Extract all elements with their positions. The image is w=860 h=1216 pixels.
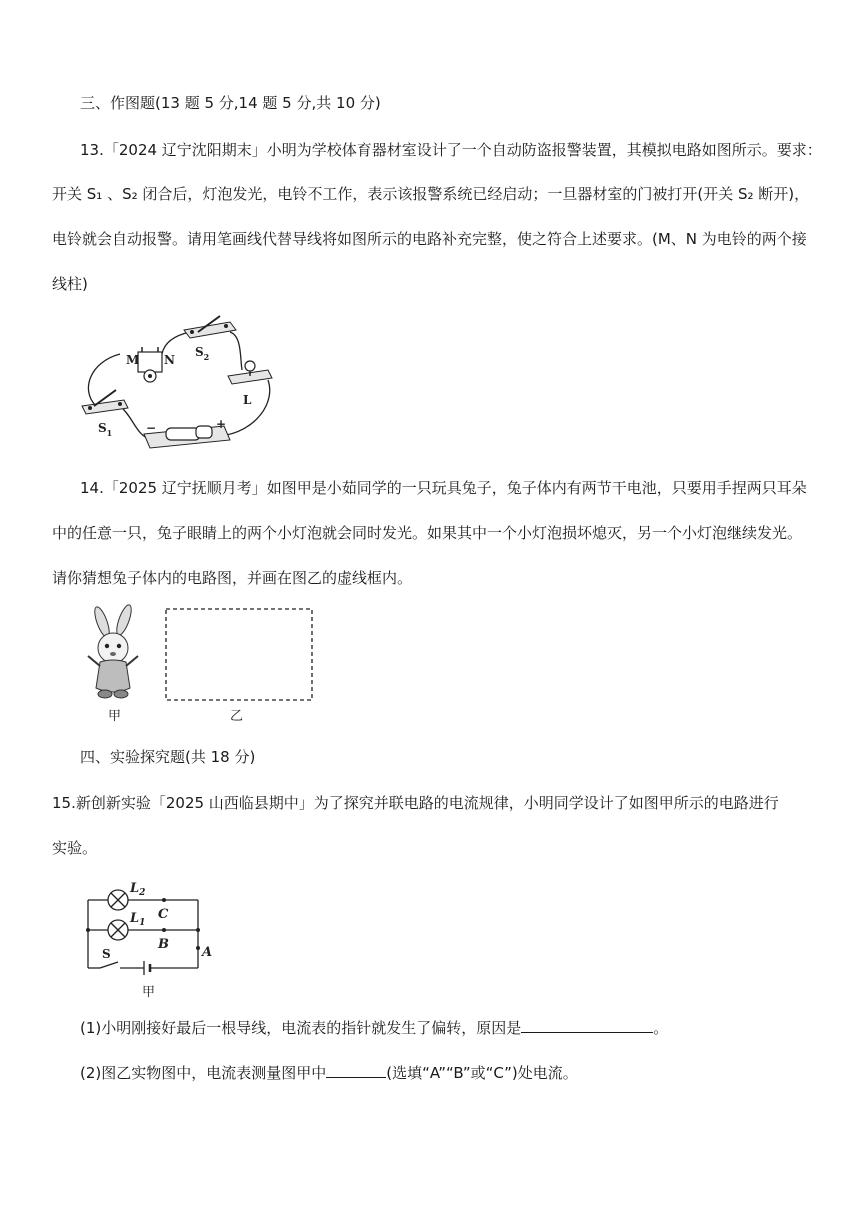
q15-circuit-schematic: [86, 872, 226, 1000]
section-heading-4: 四、实验探究题(共 18 分): [80, 748, 256, 766]
wire-s2-to-lamp: [230, 332, 242, 370]
label-s: S: [102, 947, 111, 961]
switch-s2: [184, 316, 236, 338]
q15-text-line-1: 15.新创新实验「2025 山西临县期中」为了探究并联电路的电流规律，小明同学设计了如图甲所示的电路进行: [52, 794, 779, 812]
label-s2: $S_2$: [195, 345, 210, 362]
label-l1: $L_1$: [130, 911, 146, 928]
label-l: L: [243, 393, 252, 407]
label-s1: $S_1$: [98, 421, 113, 438]
q15-sub2-answer-blank[interactable]: [326, 1063, 386, 1078]
q15-sub2-text: (2)图乙实物图中，电流表测量图甲中: [80, 1064, 327, 1082]
label-c: C: [158, 907, 169, 922]
q15-sub2: [80, 1063, 578, 1083]
label-m: M: [126, 353, 140, 367]
point-c-dot: [162, 898, 166, 902]
q13-text-line-2: 开关 S₁ 、S₂ 闭合后，灯泡发光，电铃不工作，表示该报警系统已经启动；一旦器材室的门被打开(开关 S₂ 断开)，: [52, 185, 810, 203]
q14-text-line-1: 14.「2025 辽宁抚顺月考」如图甲是小茹同学的一只玩具兔子，兔子体内有两节干电池，只要用手捏两只耳朵: [80, 479, 807, 497]
label-battery-minus: −: [146, 421, 157, 435]
caption-jia-q15: 甲: [142, 985, 156, 1000]
q13-text-line-1: 13.「2024 辽宁沈阳期末」小明为学校体育器材室设计了一个自动防盗报警装置，其模拟电路如图所示。要求：: [80, 141, 822, 159]
q15-sub2-end: (选填“A”“B”或“C”)处电流。: [386, 1064, 578, 1082]
wire-lamp-to-battery: [220, 380, 270, 436]
q15-sub1-text: (1)小明刚接好最后一根导线，电流表的指针就发生了偏转，原因是: [80, 1019, 522, 1037]
label-b: B: [158, 937, 169, 952]
q14-text-line-2: 中的任意一只，兔子眼睛上的两个小灯泡就会同时发光。如果其中一个小灯泡损坏熄灭，另一个小灯泡继续发光。: [52, 524, 803, 542]
q15-sub1-answer-blank[interactable]: [521, 1018, 653, 1033]
battery-symbol: [144, 961, 198, 975]
q15-sub1: [80, 1018, 668, 1038]
section-heading-3: 三、作图题(13 题 5 分,14 题 5 分,共 10 分): [80, 94, 381, 112]
label-l2: $L_2$: [130, 881, 146, 898]
caption-yi: 乙: [230, 709, 244, 724]
point-b-dot: [162, 928, 166, 932]
caption-jia: 甲: [108, 709, 122, 724]
point-a-dot: [196, 946, 200, 950]
q13-text-line-3: 电铃就会自动报警。请用笔画线代替导线将如图所示的电路补充完整，使之符合上述要求。(M、N 为电铃的两个接: [52, 230, 807, 248]
dashed-drawing-box: [166, 609, 312, 700]
lamp-l1-symbol: [108, 920, 128, 940]
toy-rabbit-image: [88, 603, 138, 698]
q15-text-line-2: 实验。: [52, 839, 98, 857]
q14-text-line-3: 请你猜想兔子体内的电路图，并画在图乙的虚线框内。: [52, 569, 413, 587]
lamp-l: [228, 361, 272, 384]
label-battery-plus: +: [216, 417, 227, 431]
q13-circuit-figure: [80, 310, 280, 448]
q13-text-line-4: 线柱): [52, 275, 88, 293]
electric-bell: [138, 347, 162, 382]
lamp-l2-symbol: [108, 890, 128, 910]
label-a: A: [202, 945, 213, 960]
q14-figure: [84, 604, 324, 722]
wire-s2-to-bell: [162, 332, 190, 354]
switch-s-symbol: [88, 962, 144, 968]
q15-sub1-end: 。: [653, 1019, 669, 1037]
label-n: N: [164, 353, 175, 367]
